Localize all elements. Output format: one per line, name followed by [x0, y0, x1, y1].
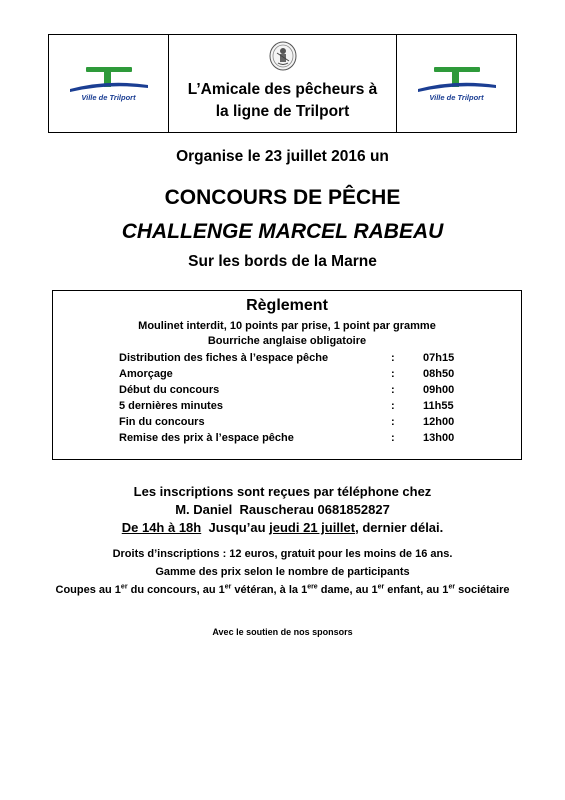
ordinal-suffix: ere: [307, 583, 318, 591]
logo-text: Ville de Trilport: [81, 92, 136, 102]
schedule-time: 07h15: [423, 352, 455, 364]
schedule-separator: :: [391, 384, 395, 396]
schedule-separator: :: [391, 352, 395, 364]
schedule-label: Fin du concours: [119, 416, 205, 428]
reglement-box: [52, 290, 522, 460]
left-logo-cell: [49, 35, 169, 132]
coupes-line: [0, 584, 565, 596]
schedule-label: Distribution des fiches à l’espace pêche: [119, 352, 329, 364]
header-box: [48, 34, 517, 133]
schedule-time: 13h00: [423, 432, 455, 444]
gamme-line: Gamme des prix selon le nombre de participants: [155, 566, 410, 578]
schedule-label: 5 dernières minutes: [119, 400, 223, 412]
schedule-separator: :: [391, 416, 395, 428]
schedule-time: 08h50: [423, 368, 455, 380]
schedule-time: 09h00: [423, 384, 455, 396]
title-cell: [169, 35, 396, 132]
title-line-1: L’Amicale des pêcheurs à: [187, 81, 378, 98]
coupes-text: vétéran, à la 1: [231, 584, 308, 596]
coupes-text: Coupes au 1: [55, 584, 121, 596]
logo-text: Ville de Trilport: [429, 92, 484, 102]
intro-line: Organise le 23 juillet 2016 un: [176, 148, 389, 165]
schedule-time: 11h55: [423, 400, 454, 412]
sponsors-line: Avec le soutien de nos sponsors: [212, 627, 353, 637]
schedule-separator: :: [391, 368, 395, 380]
ordinal-suffix: er: [120, 583, 128, 591]
coupes-text: dame, au 1: [317, 584, 378, 596]
ordinal-suffix: er: [448, 583, 456, 591]
inscriptions-deadline: [0, 520, 565, 535]
rule-line-2: Bourriche anglaise obligatoire: [207, 335, 367, 347]
schedule-time: 12h00: [423, 416, 455, 428]
challenge-heading: CHALLENGE MARCEL RABEAU: [121, 220, 444, 243]
rule-line-1: Moulinet interdit, 10 points par prise, 1 point par gramme: [138, 320, 436, 332]
ordinal-suffix: er: [377, 583, 385, 591]
droits-line: Droits d’inscriptions : 12 euros, gratuit pour les moins de 16 ans.: [112, 548, 453, 560]
deadline-suffix: , dernier délai.: [355, 520, 444, 535]
association-title: [169, 79, 396, 123]
schedule-label: Début du concours: [119, 384, 220, 396]
coupes-text: enfant, au 1: [384, 584, 449, 596]
schedule-separator: :: [391, 400, 395, 412]
ville-de-trilport-logo: [416, 61, 498, 107]
location-line: Sur les bords de la Marne: [188, 253, 377, 270]
coupes-text: du concours, au 1: [127, 584, 225, 596]
inscriptions-line-1: Les inscriptions sont reçues par téléphone chez: [133, 484, 432, 499]
title-line-2: la ligne de Trilport: [215, 103, 350, 120]
deadline-hours: De 14h à 18h: [121, 520, 202, 535]
coupes-text: sociétaire: [455, 584, 510, 596]
schedule-label: Remise des prix à l’espace pêche: [119, 432, 294, 444]
inscriptions-contact: M. Daniel Rauscherau 0681852827: [175, 502, 390, 517]
deadline-date: jeudi 21 juillet: [269, 520, 356, 535]
schedule-label: Amorçage: [119, 368, 173, 380]
ordinal-suffix: er: [224, 583, 232, 591]
right-logo-cell: [396, 35, 516, 132]
deadline-text: Jusqu’au: [201, 520, 270, 535]
schedule-separator: :: [391, 432, 395, 444]
ville-de-trilport-logo: [68, 61, 150, 107]
reglement-title: Règlement: [246, 297, 328, 314]
amicale-seal-icon: [269, 41, 297, 76]
main-heading: CONCOURS DE PÊCHE: [164, 186, 401, 209]
